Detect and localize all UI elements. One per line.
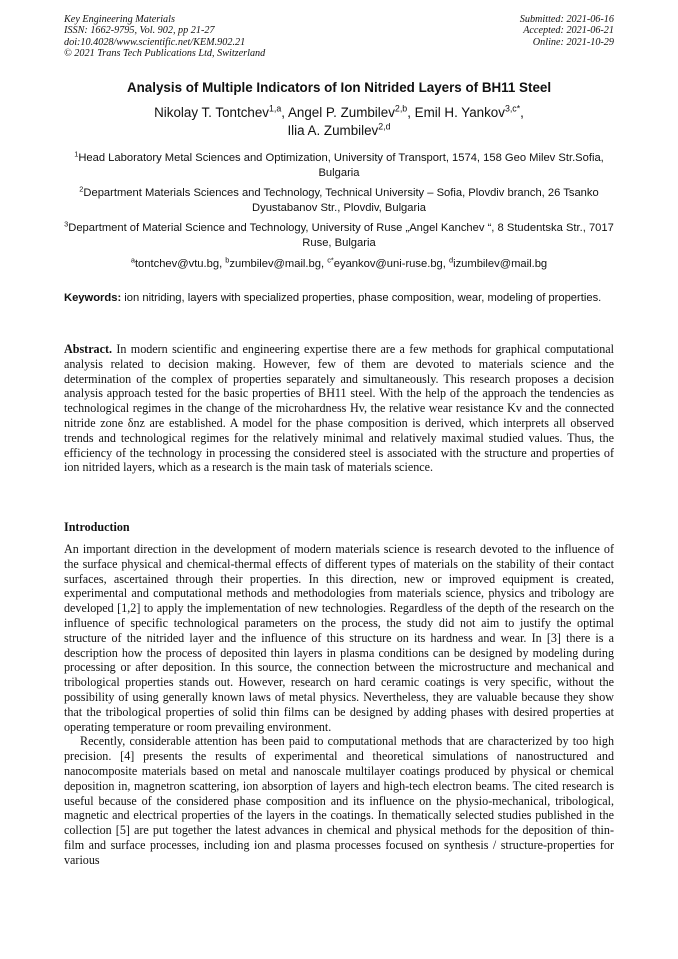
abstract-text: In modern scientific and engineering expertise there are a few methods for graphical computational analysis related to decision making. However, few of them are devoted to materials science and the determination of the complex of properties separately and simultaneously. This research proposes a decision analysis approach tested for the basic properties of BH11 steel. With the help of the approach the tendencies as technological regimes in the change of the microhardness Hv, the relative wear resistance Kv and the connected nitride zone δnz are established. A model for the phase composition is derived, which interprets all observed trends and technological regimes for the relatively minimal and relatively maximal studied values. Thus, the efficiency of the technology in processing the considered steel is associated with the structure and properties of ion nitrided layers, which as a research is the main task of materials science. [64,342,614,475]
affiliation-2 [64,186,614,215]
accepted-date: Accepted: 2021-06-21 [523,25,614,37]
affil-sup: 1 [74,149,79,159]
running-header [64,14,614,64]
section-heading-introduction: Introduction [64,520,130,534]
online-date: Online: 2021-10-29 [532,36,614,48]
copyright: © 2021 Trans Tech Publications Ltd, Switzerland [64,47,266,59]
introduction-body [64,542,614,868]
paper-title: Analysis of Multiple Indicators of Ion Nitrided Layers of BH11 Steel [126,80,552,95]
author-name: Nikolay T. Tontchev [154,105,269,120]
submitted-date: Submitted: 2021-06-16 [519,14,614,25]
issn: ISSN: 1662-9795, Vol. 902, pp 21-27 [64,25,215,37]
keywords-text: ion nitriding, layers with specialized properties, phase composition, wear, modeling of properties. [121,292,602,304]
affil-text: Department Materials Sciences and Technology, Technical University – Sofia, Plovdiv branch, 26 Tsanko Dyustabanov Str., Plovdiv, Bulgaria [83,187,599,214]
author-name: Angel P. Zumbilev [287,105,395,120]
publication-dates [520,14,614,48]
author-affil-sup: 2,b [394,103,408,114]
email-sup: d [448,255,454,265]
author-affil-sup: 1,a [268,103,282,114]
doi: doi:10.4028/www.scientific.net/KEM.902.21 [64,36,246,48]
email-sup: a [130,255,135,265]
author-list: Nikolay T. Tontchev$^{1,a}$, Angel P. Zumbilev$^{2,b}$, Emil H. Yankov$^{3,c*}$, Ilia A. Zumbilev$^{2,d}$ [154,103,524,138]
affil-sup: 3 [64,219,69,229]
email-sup: c* [327,255,334,265]
paragraph: An important direction in the development of modern materials science is research devoted to the influence of the surface physical and chemical-thermal effects of different types of materials on the stability of their contact surfaces, ascertained through their properties. In this direction, new or improved equipment is created, experimental and computational methods and methodologies from materials science, physics and tribology are developed [1,2] to apply the implementation of new technologies. Regardless of the depth of the research on the influence of specific technological parameters on the process, the study did not aim to justify the optimal structure of the nitrided layer and the influence of this structure on its hardness and wear. In [3] there is a description how the process of deposited thin layers in plasma conditions can be designed by modeling during processing or after deposition. In this source, the connection between the microstructure and mechanical and tribological properties stands out. However, research on hard ceramic coatings is very specific, without the possibility of using generally known laws of metal physics. Nevertheless, they are valuable because they show that the tribological properties of solid thin films can be designed by adding phases with desired properties at operating temperature or room prevailing environment. [64,542,614,734]
journal-name: Key Engineering Materials [64,14,175,25]
abstract [64,342,614,475]
journal-info [64,14,265,59]
author-affil-sup: 3,c* [504,103,521,114]
paragraph: Recently, considerable attention has been paid to computational methods that are characterized by too high precision. [4] presents the results of experimental and theoretical simulations of nanostructured and nanocomposite materials based on metal and nanoscale multilayer coatings produced by physical or chemical deposition in, magnetron scattering, ion absorption of layers and high-tech electron beams. The cited research is useful because of the considered phase composition and its influence on the physio-mechanical, tribological, magnetic and electrical properties of the layers in the coatings. In thematically selected studies published in the collection [5] are put together the latest advances in chemical and physical methods for the deposition of thin-film and surface processes, including ion and plasma processes focused on synthesis / structure-properties for various [64,734,614,867]
affiliation-1 [64,151,614,180]
email-link[interactable]: zumbilev@mail.bg [229,258,321,270]
author-affil-sup: 2,d [378,121,391,132]
email-link[interactable]: tontchev@vtu.bg [134,258,220,270]
affil-text: Head Laboratory Metal Sciences and Optimization, University of Transport, 1574, 158 Geo Milev Str.Sofia, Bulgaria [78,152,604,179]
author-name: Ilia A. Zumbilev [287,122,379,138]
keywords-label: Keywords: [64,292,122,304]
email-link[interactable]: izumbilev@mail.bg [453,258,548,270]
author-name: Emil H. Yankov [414,105,505,120]
affiliation-3 [64,221,614,250]
abstract-label: Abstract. [64,342,113,356]
affil-sup: 2 [79,184,84,194]
email-link[interactable]: eyankov@uni-ruse.bg [333,258,443,270]
email-sup: b [225,255,230,265]
email-list: $^a$tontchev@vtu.bg, $^b$zumbilev@mail.bg, $^{c*}$eyankov@uni-ruse.bg, $^d$izumbilev@mail.bg [130,255,548,270]
keywords [64,291,614,306]
affil-text: Department of Material Science and Technology, University of Ruse „Angel Kanchev “, 8 Studentska Str., 7017 Ruse, Bulgaria [68,222,614,249]
